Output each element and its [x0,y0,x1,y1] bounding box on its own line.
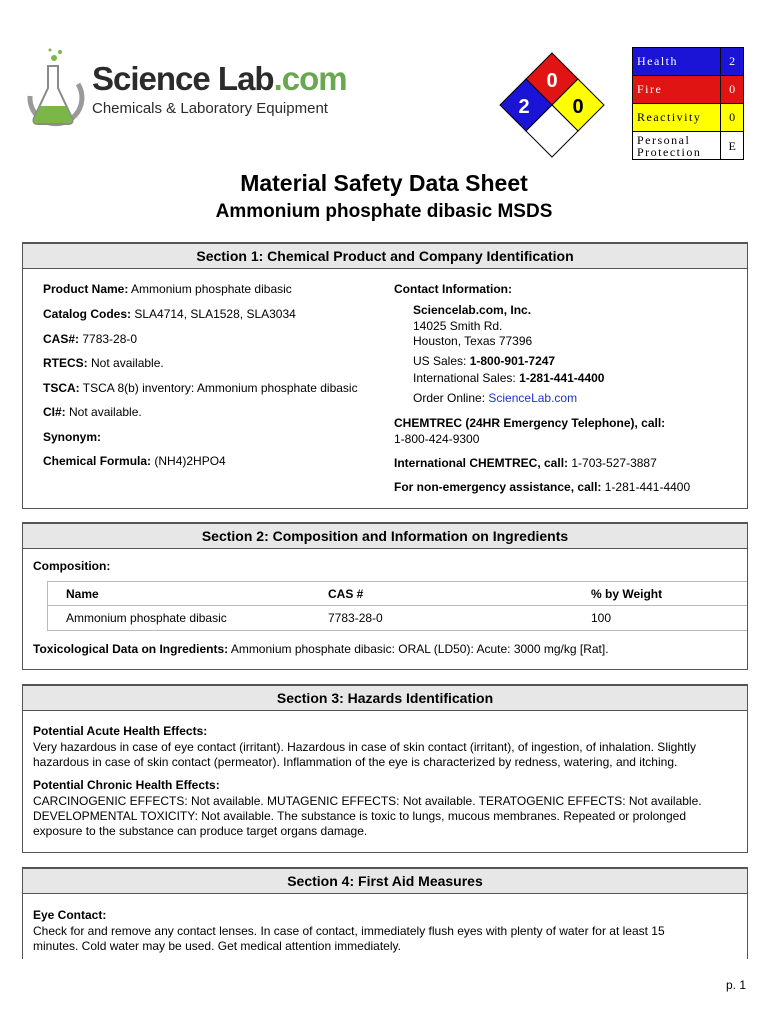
company-name: Sciencelab.com, Inc. [413,303,532,317]
hmis-health-label: Health [633,48,721,76]
order-online: Order Online: ScienceLab.com [413,391,578,405]
chronic-effects-line-3: exposure to the substance can produce target organs damage. [33,824,368,838]
section-1 [22,242,748,509]
hmis-protection-value: E [721,132,744,160]
logo-tagline: Chemicals & Laboratory Equipment [92,100,328,117]
document-subtitle: Ammonium phosphate dibasic MSDS [215,201,553,222]
cell-weight: 100 [591,611,612,625]
nfpa-diamond [498,49,608,165]
synonym-field: Synonym: [43,430,102,444]
acute-effects-label: Potential Acute Health Effects: [33,724,208,738]
chemtrec-phone: 1-800-424-9300 [394,432,480,446]
acute-effects-line-1: Very hazardous in case of eye contact (irritant). Hazardous in case of skin contact (irritant), of ingestion, of inhalation. Slightly [33,740,696,754]
chronic-effects-line-1: CARCINOGENIC EFFECTS: Not available. MUTAGENIC EFFECTS: Not available. TERATOGENIC EFFECTS: Not available. [33,794,702,808]
address-line-2: Houston, Texas 77396 [413,334,533,348]
chemical-formula-field: Chemical Formula: (NH4)2HPO4 [43,454,226,468]
cas-field: CAS#: 7783-28-0 [43,332,138,346]
toxicological-data: Toxicological Data on Ingredients: Ammonium phosphate dibasic: ORAL (LD50): Acute: 3000 mg/kg [Rat]. [33,642,609,656]
eye-contact-line-2: minutes. Cold water may be used. Get medical attention immediately. [33,939,401,953]
table-row [47,605,747,631]
sciencelab-logo [20,44,347,136]
contact-label: Contact Information: [394,282,512,296]
hmis-rating-table [632,47,744,160]
eye-contact-line-1: Check for and remove any contact lenses. In case of contact, immediately flush eyes with plenty of water for at least 15 [33,924,665,938]
section-3 [22,684,748,853]
col-weight-header: % by Weight [591,587,663,601]
ci-field: CI#: Not available. [43,405,142,419]
section-4-heading: Section 4: First Aid Measures [23,869,747,894]
diamond-reactivity-value: 0 [572,96,584,118]
order-online-link[interactable]: ScienceLab.com [488,391,578,405]
hmis-reactivity-value: 0 [721,104,744,132]
chronic-effects-line-2: DEVELOPMENTAL TOXICITY: Not available. The substance is toxic to lungs, mucous membranes. Repeated or prolonged [33,809,686,823]
hmis-fire-label: Fire [633,76,721,104]
catalog-codes-field: Catalog Codes: SLA4714, SLA1528, SLA3034 [43,307,296,321]
hmis-reactivity-label: Reactivity [633,104,721,132]
col-name-header: Name [66,587,99,601]
acute-effects-line-2: hazardous in case of skin contact (permeator). Inflammation of the eye is characterized by redness, watering, and itching. [33,755,678,769]
us-sales: US Sales: 1-800-901-7247 [413,354,556,368]
section-2 [22,522,748,670]
diamond-fire-value: 0 [546,70,558,92]
intl-sales: International Sales: 1-281-441-4400 [413,371,605,385]
hmis-health-value: 2 [721,48,744,76]
nonemergency-assistance: For non-emergency assistance, call: 1-281-441-4400 [394,480,691,494]
hmis-fire-value: 0 [721,76,744,104]
diamond-health-value: 2 [518,96,530,118]
section-1-heading: Section 1: Chemical Product and Company Identification [23,244,747,269]
section-2-heading: Section 2: Composition and Information on Ingredients [23,524,747,549]
logo-wordmark: Science Lab.com [92,60,347,97]
document-title: Material Safety Data Sheet [240,170,528,196]
col-cas-header: CAS # [328,587,364,601]
address-line-1: 14025 Smith Rd. [413,319,503,333]
cell-name: Ammonium phosphate dibasic [66,611,227,625]
composition-label: Composition: [33,559,111,573]
table-header-row [47,581,747,606]
tsca-field: TSCA: TSCA 8(b) inventory: Ammonium phosphate dibasic [43,381,358,395]
chemtrec-label: CHEMTREC (24HR Emergency Telephone), call: [394,416,666,430]
cell-cas: 7783-28-0 [328,611,383,625]
section-4 [22,867,748,959]
flask-icon [20,48,86,134]
hmis-protection-label: Personal Protection [633,132,721,160]
eye-contact-label: Eye Contact: [33,908,107,922]
chronic-effects-label: Potential Chronic Health Effects: [33,778,220,792]
rtecs-field: RTECS: Not available. [43,356,164,370]
page-number: p. 1 [725,978,746,992]
product-name-field: Product Name: Ammonium phosphate dibasic [43,282,292,296]
intl-chemtrec: International CHEMTREC, call: 1-703-527-3887 [394,456,657,470]
section-3-heading: Section 3: Hazards Identification [23,686,747,711]
